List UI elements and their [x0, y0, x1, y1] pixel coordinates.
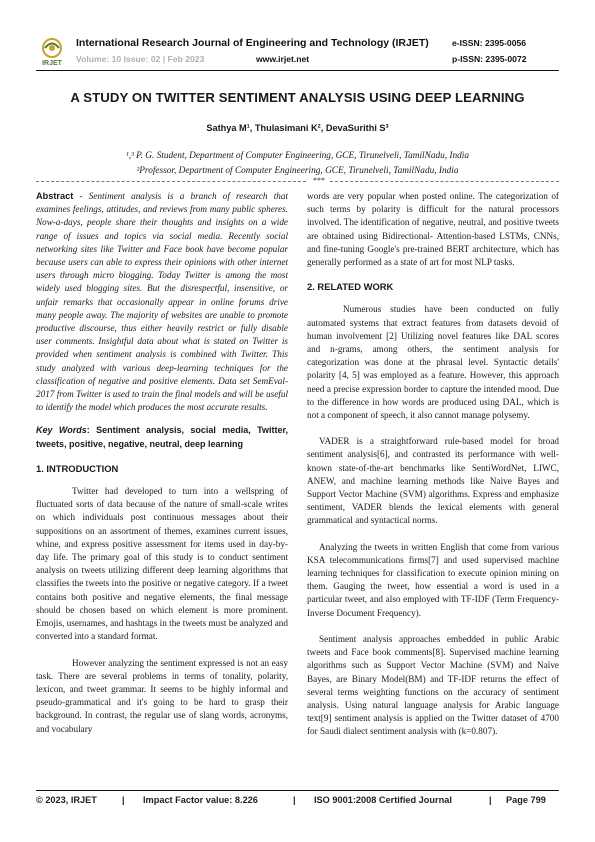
irjet-logo: [37, 36, 67, 66]
footer-copyright: © 2023, IRJET: [36, 795, 97, 805]
paragraph: However analyzing the sentiment expressed is not an easy task. There are several problems in terms of tonality, polarity, lexicon, and tweet grammar. It seems to be highly informal and pseudo-grammatical and it's going to be hard to grasp their background. In contrast, the regular use of slang words, acronyms, and vocabulary: [36, 657, 288, 734]
right-column: [307, 190, 559, 739]
footer-divider: |: [293, 795, 296, 805]
paragraph: Sentiment analysis approaches embedded in public Arabic tweets and Face book comments[8]. Supervised machine learning algorithms such as Support Vector Machine (SVM) and Naïve Bayes, are Binary Model(BM) and TF-IDF returns the effect of several terms weighting functions on the accuracy of sentiment analysis. Using natural language analysis for Arabic language text[9] sentiment analysis is applied on the Twitter dataset of 4700 for Saudi dialect sentiment analysis with (k=0.807).: [307, 633, 559, 737]
footer-page-number: Page 799: [506, 795, 546, 805]
svg-text:IRJET: IRJET: [42, 60, 62, 66]
footer-iso-certification: ISO 9001:2008 Certified Journal: [314, 795, 452, 805]
separator-line-right: [330, 181, 559, 182]
volume-info: Volume: 10 Issue: 02 | Feb 2023: [76, 54, 205, 64]
footer-divider: |: [489, 795, 492, 805]
footer-impact-factor: Impact Factor value: 8.226: [143, 795, 258, 805]
left-column: [36, 190, 288, 736]
p-issn: p-ISSN: 2395-0072: [452, 54, 527, 64]
paragraph: words are very popular when posted online. The categorization of such terms by polarity is difficult for the natural processors involved. The identification of negative, neutral, and positive tweets are obtained using Bidirectional- Attention-based LSTMs, CNNs, and fine-tuning Google's pre-trained BERT architecture, which has generally performed as a state of art for most NLP tasks.: [307, 191, 559, 268]
paragraph: Numerous studies have been conducted on fully automated systems that extract features from datasets devoid of human involvement [2] Utilizing novel features like DAL scores and n-grams, among others, the sentiment analysis for categorization was done at the phrasal level. Syntactic details' polarity [4, 5] was employed as a feature. However, this approach need a precise expression border to capture the intended mood. Due to the difference in how words are produced using DAL, which is not a component of speech, it also cannot manage polysemy.: [307, 304, 559, 421]
header-rule: [36, 70, 559, 71]
journal-title: International Research Journal of Engineering and Technology (IRJET): [76, 37, 429, 49]
e-issn: e-ISSN: 2395-0056: [452, 38, 527, 48]
keywords: [36, 424, 288, 450]
section-heading-introduction: 1. INTRODUCTION: [36, 462, 119, 474]
journal-website[interactable]: www.irjet.net: [256, 54, 310, 64]
separator-stars: ***: [313, 176, 325, 185]
keywords-text: : Sentiment analysis, social media, Twitter, tweets, positive, negative, neutral, deep learning: [36, 425, 288, 449]
keywords-label: Key Words: [36, 425, 87, 436]
paragraph: Analyzing the tweets in written English that come from various KSA telecommunications firms[7] and used supervised machine learning techniques for classification to execute opinion mining on them. Gauging the tweet, how essential a word is used in a particular tweet, and also employed with TF-IDF (Term Frequency-Inverse Document Frequency).: [307, 541, 559, 618]
paper-title: A STUDY ON TWITTER SENTIMENT ANALYSIS USING DEEP LEARNING: [70, 90, 525, 105]
footer-rule: [36, 790, 559, 791]
separator-line-left: [36, 181, 306, 182]
abstract-text: - Sentiment analysis is a branch of research that examines feelings, attitudes, and reviews from many public spheres. Now-a-days, people share their thoughts and insights on a wide range of issues and topics via social media. Recently social networking sites like Twitter and Face book have become popular because users can able to express their opinions with other internet users through micro blogging. Today Twitter is among the most widely used blogging sites. But the disrespectful, insensitive, or unfair remarks that occasionally appear in online forums drive many people away. The majority of websites are unable to promote productive discourse, thus either heavily restrict or fully disable user comments. Insightful data about what is stated on Twitter is provided when sentiment analysis is combined with Twitter. This study analyzed with various deep-learning techniques for the classification of negative and positive elements. Data set SemEval-2017 from Twitter is used to train the final models and will be useful to identify the model which produces the most accurate results.: [36, 191, 288, 413]
paragraph: VADER is a straightforward rule-based model for broad sentiment analysis[6], and contrasted its performance with well-known state-of-the-art benchmarks like SentiWordNet, LIWC, ANEW, and machine learning methods like Naive Bayes and Support Vector Machine (SVM) algorithms. Express and emphasize sentiment, VADER blends the lexical elements with general grammatical and syntactical norms.: [307, 436, 559, 526]
abstract: [36, 190, 288, 414]
paper-authors: Sathya M¹, Thulasimani K², DevaSurithi S³: [206, 123, 389, 133]
section-heading-related-work: 2. RELATED WORK: [307, 281, 394, 293]
affiliation-students: ¹,³ P. G. Student, Department of Computer Engineering, GCE, Tirunelveli, TamilNadu, India: [125, 151, 470, 161]
footer-divider: |: [122, 795, 125, 805]
affiliation-professor: ²Professor, Department of Computer Engineering, GCE, Tirunelveli, TamilNadu, India: [136, 166, 459, 176]
abstract-label: Abstract: [36, 191, 74, 201]
paragraph: Twitter had developed to turn into a wellspring of fluctuated sorts of data because of the nature of small-scale writes on which individuals post continuous messages about their suppositions on an assortment of themes, examines current issues, whine, and express positive assessment for items used in day-by-day life. The primary goal of this study is to conduct sentiment analysis on tweets utilizing different deep learning algorithms that classifies the tweets into the positive or negative category. If a tweet contains both positive and negative elements, the final message should be chosen based on which element is more prominent. Emojis, usernames, and hashtags in the tweets must be analyzed and converted into a standard format.: [36, 486, 288, 642]
